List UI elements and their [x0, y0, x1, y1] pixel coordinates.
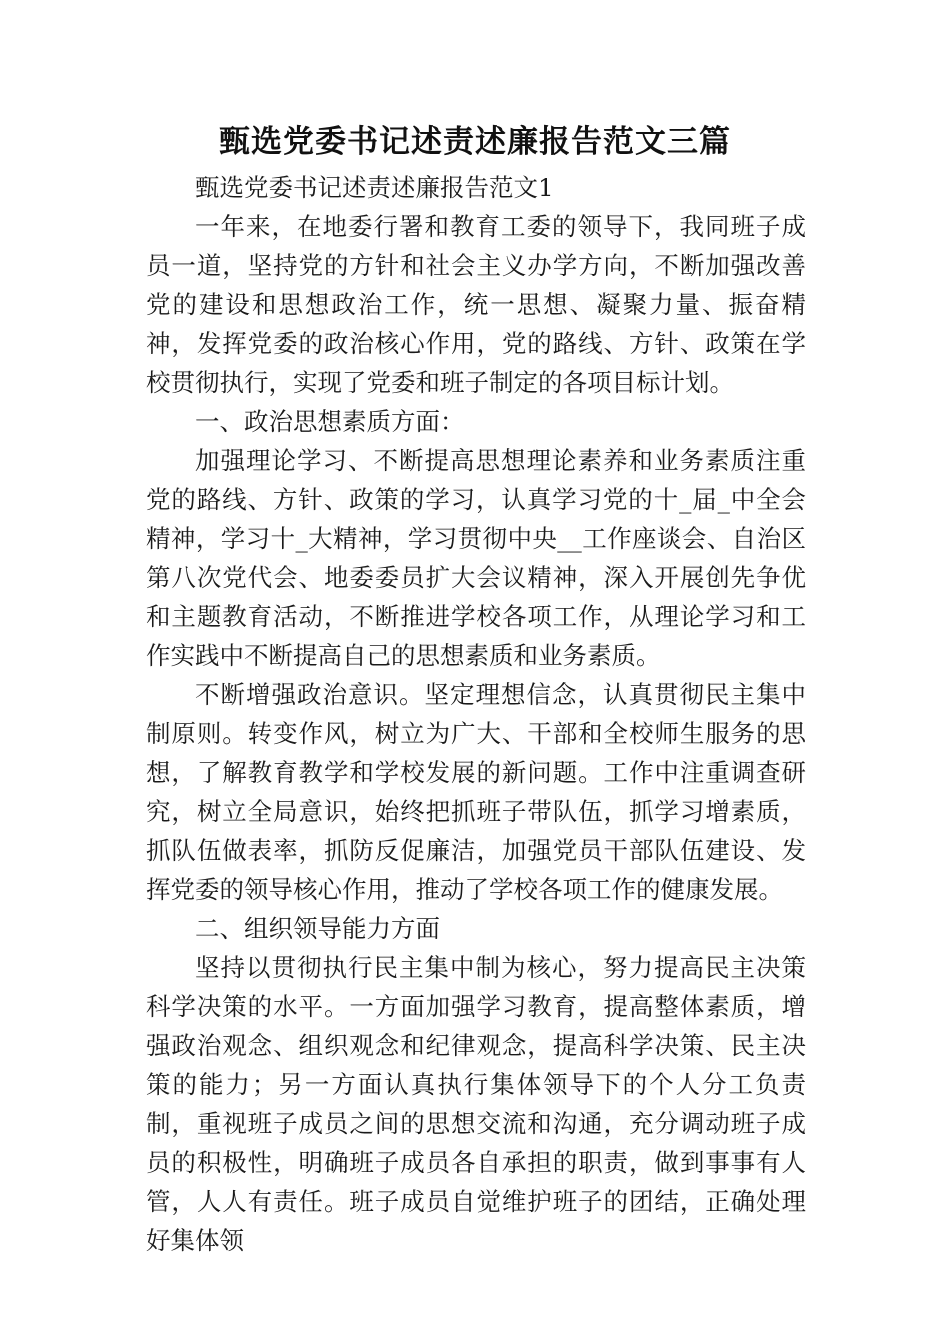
section-heading-leadership: 二、组织领导能力方面 — [195, 914, 440, 943]
body-paragraph: 坚持以贯彻执行民主集中制为核心，努力提高民主决策科学决策的水平。一方面加强学习教育，提高整体素质，增强政治观念、组织观念和纪律观念，提高科学决策、民主决策的能力；另一方面认真执行集体领导下的个人分工负责制，重视班子成员之间的思想交流和沟通，充分调动班子成员的积极性，明确班子成员各自承担的职责，做到事事有人管，人人有责任。班子成员自觉维护班子的团结，正确处理好集体领 — [146, 953, 806, 1255]
section-heading-political: 一、政治思想素质方面： — [195, 407, 465, 436]
intro-paragraph: 一年来，在地委行署和教育工委的领导下，我同班子成员一道，坚持党的方针和社会主义办学方向，不断加强改善党的建设和思想政治工作，统一思想、凝聚力量、振奋精神，发挥党委的政治核心作用，党的路线、方针、政策在学校贯彻执行，实现了党委和班子制定的各项目标计划。 — [146, 212, 806, 397]
document-title: 甄选党委书记述责述廉报告范文三篇 — [219, 124, 731, 160]
body-paragraph: 不断增强政治意识。坚定理想信念，认真贯彻民主集中制原则。转变作风，树立为广大、干部和全校师生服务的思想，了解教育教学和学校发展的新问题。工作中注重调查研究，树立全局意识，始终把抓班子带队伍，抓学习增素质，抓队伍做表率，抓防反促廉洁，加强党员干部队伍建设、发挥党委的领导核心作用，推动了学校各项工作的健康发展。 — [146, 680, 806, 904]
subheading-paragraph: 甄选党委书记述责述廉报告范文1 — [195, 173, 554, 202]
document-body — [146, 168, 806, 1260]
body-paragraph: 加强理论学习、不断提高思想理论素养和业务素质注重党的路线、方针、政策的学习，认真学习党的十_届_中全会精神，学习十_大精神，学习贯彻中央__工作座谈会、自治区第八次党代会、地委委员扩大会议精神，深入开展创先争优和主题教育活动，不断推进学校各项工作，从理论学习和工作实践中不断提高自己的思想素质和业务素质。 — [146, 446, 806, 670]
